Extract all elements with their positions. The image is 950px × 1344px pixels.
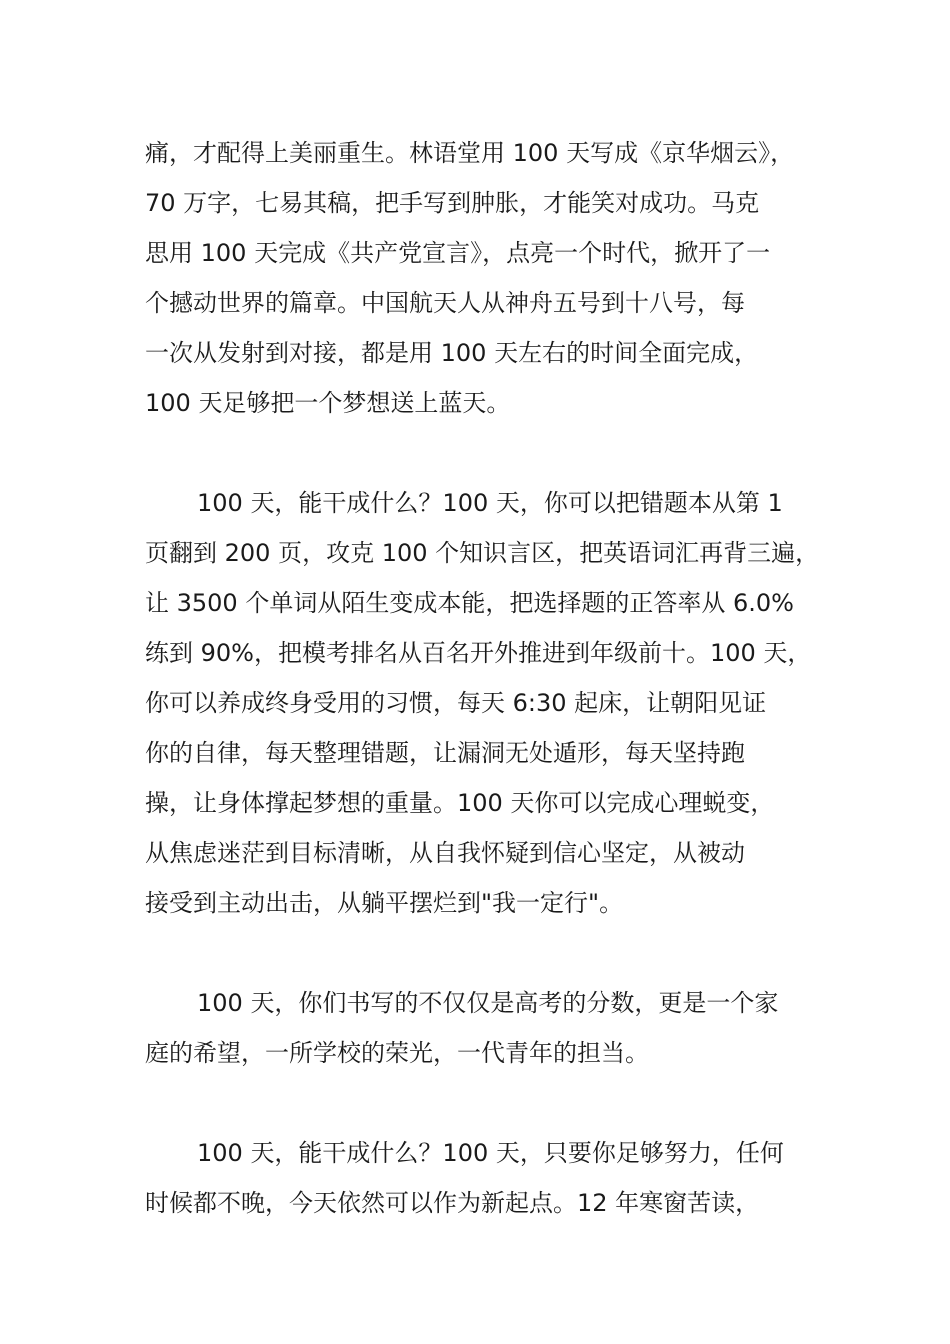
document-body bbox=[145, 128, 845, 1228]
paragraph-3 bbox=[145, 978, 845, 1078]
paragraph-line: 一次从发射到对接，都是用 100 天左右的时间全面完成， bbox=[145, 339, 759, 367]
paragraph-line: 70 万字，七易其稿，把手写到肿胀，才能笑对成功。马克 bbox=[145, 189, 760, 217]
paragraph-line: 操，让身体撑起梦想的重量。100 天你可以完成心理蜕变， bbox=[145, 789, 775, 817]
paragraph-line: 个撼动世界的篇章。中国航天人从神舟五号到十八号，每 bbox=[145, 289, 745, 317]
paragraph-line: 练到 90%，把模考排名从百名开外推进到年级前十。100 天， bbox=[145, 639, 812, 667]
paragraph-line: 100 天，能干成什么？100 天，只要你足够努力，任何 bbox=[197, 1139, 784, 1167]
paragraph-line: 痛，才配得上美丽重生。林语堂用 100 天写成《京华烟云》， bbox=[145, 139, 795, 167]
paragraph-line: 页翻到 200 页，攻克 100 个知识言区，把英语词汇再背三遍， bbox=[145, 539, 820, 567]
paragraph-line: 思用 100 天完成《共产党宣言》，点亮一个时代，掀开了一 bbox=[145, 239, 771, 267]
paragraph-line: 庭的希望，一所学校的荣光，一代青年的担当。 bbox=[145, 1039, 649, 1067]
paragraph-line: 从焦虑迷茫到目标清晰，从自我怀疑到信心坚定，从被动 bbox=[145, 839, 745, 867]
paragraph-line: 时候都不晚，今天依然可以作为新起点。12 年寒窗苦读， bbox=[145, 1189, 760, 1217]
paragraph-2 bbox=[145, 478, 845, 928]
paragraph-line: 接受到主动出击，从躺平摆烂到"我一定行"。 bbox=[145, 889, 624, 917]
paragraph-line: 100 天，能干成什么？100 天，你可以把错题本从第 1 bbox=[197, 489, 783, 517]
paragraph-spacer bbox=[145, 1078, 845, 1128]
paragraph-spacer bbox=[145, 428, 845, 478]
paragraph-line: 100 天，你们书写的不仅仅是高考的分数，更是一个家 bbox=[197, 989, 779, 1017]
paragraph-1 bbox=[145, 128, 845, 428]
paragraph-line: 让 3500 个单词从陌生变成本能，把选择题的正答率从 6.0% bbox=[145, 589, 794, 617]
paragraph-4 bbox=[145, 1128, 845, 1228]
paragraph-line: 你可以养成终身受用的习惯，每天 6:30 起床，让朝阳见证 bbox=[145, 689, 767, 717]
paragraph-spacer bbox=[145, 928, 845, 978]
paragraph-line: 100 天足够把一个梦想送上蓝天。 bbox=[145, 389, 511, 417]
paragraph-line: 你的自律，每天整理错题，让漏洞无处遁形，每天坚持跑 bbox=[145, 739, 745, 767]
